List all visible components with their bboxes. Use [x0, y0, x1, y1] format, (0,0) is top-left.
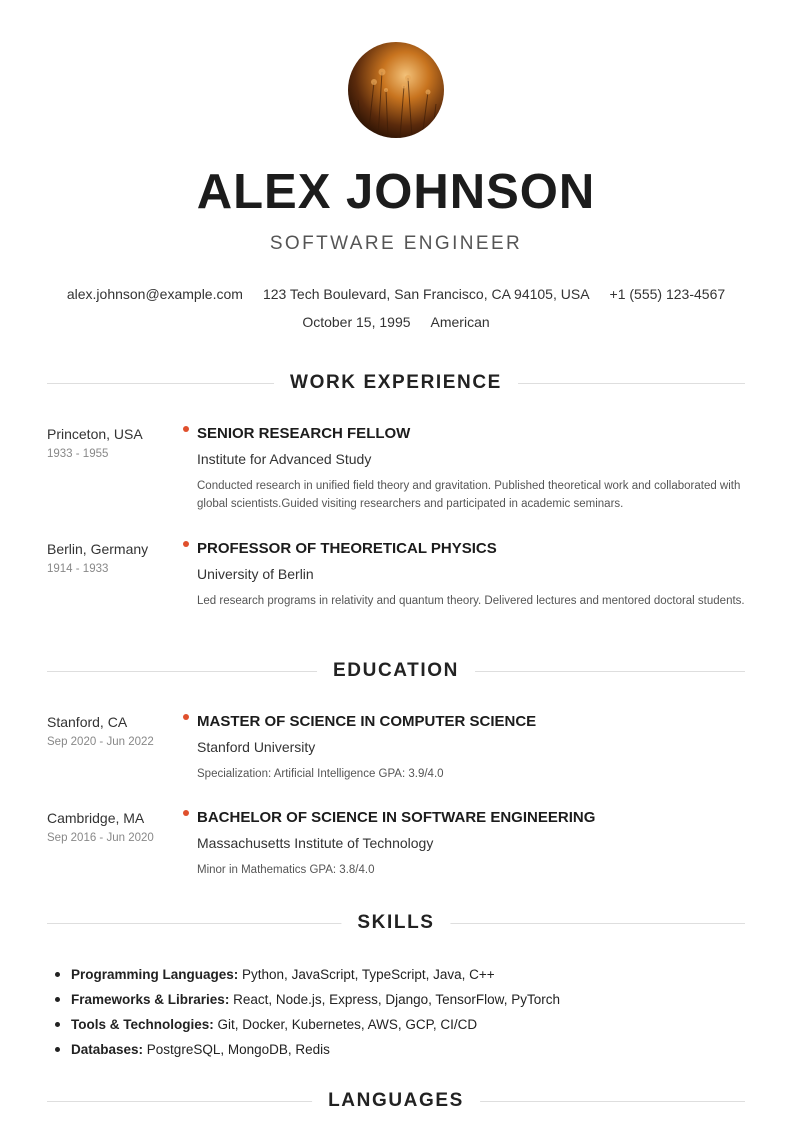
bullet-icon — [55, 997, 60, 1002]
entry-role: SENIOR RESEARCH FELLOW — [197, 425, 411, 442]
skill-value: Python, JavaScript, TypeScript, Java, C++ — [238, 967, 495, 982]
entry-dates: 1933 - 1955 — [47, 448, 109, 460]
skill-label: Databases: — [71, 1042, 144, 1057]
bullet-dot-icon — [183, 714, 189, 720]
skill-value: React, Node.js, Express, Django, TensorFlow, PyTorch — [229, 992, 560, 1007]
entry-note: Minor in Mathematics GPA: 3.8/4.0 — [197, 864, 375, 876]
skill-label: Programming Languages: — [71, 967, 239, 982]
entry-dates: Sep 2016 - Jun 2020 — [47, 832, 154, 844]
contact-row — [0, 285, 792, 303]
entry-school: Massachusetts Institute of Technology — [197, 835, 434, 851]
skill-label: Tools & Technologies: — [71, 1017, 214, 1032]
job-title: SOFTWARE ENGINEER — [269, 233, 523, 254]
section-work-experience — [47, 372, 745, 394]
bullet-dot-icon — [183, 541, 189, 547]
phone: +1 (555) 123-4567 — [609, 286, 726, 302]
bullet-icon — [55, 972, 60, 977]
skill-item — [55, 1012, 745, 1037]
profile-photo — [348, 42, 444, 138]
entry-note: Specialization: Artificial Intelligence GPA: 3.9/4.0 — [197, 768, 444, 780]
candidate-name: ALEX JOHNSON — [196, 165, 596, 219]
entry-description: Led research programs in relativity and quantum theory. Delivered lectures and mentored doctoral students. — [197, 595, 745, 607]
entry-location: Berlin, Germany — [47, 541, 149, 557]
entry-degree: BACHELOR OF SCIENCE IN SOFTWARE ENGINEERING — [197, 809, 596, 826]
nationality: American — [430, 314, 490, 330]
entry-location: Stanford, CA — [47, 714, 128, 730]
section-education — [47, 660, 745, 682]
skill-value: Git, Docker, Kubernetes, AWS, GCP, CI/CD — [213, 1017, 478, 1032]
section-skills — [47, 912, 745, 934]
entry-dates: Sep 2020 - Jun 2022 — [47, 736, 154, 748]
profile-photo-image — [348, 42, 444, 138]
section-title: LANGUAGES — [312, 1090, 480, 1112]
skill-item — [55, 962, 745, 987]
section-title: WORK EXPERIENCE — [274, 372, 518, 394]
skills-list — [55, 962, 745, 1062]
entry-location: Princeton, USA — [47, 426, 143, 442]
entry-role: PROFESSOR OF THEORETICAL PHYSICS — [197, 540, 497, 557]
entry-organization: University of Berlin — [197, 566, 314, 582]
entry-degree: MASTER OF SCIENCE IN COMPUTER SCIENCE — [197, 713, 537, 730]
personal-info-row — [0, 313, 792, 331]
entry-dates: 1914 - 1933 — [47, 563, 109, 575]
entry-description: Conducted research in unified field theory and gravitation. Published theoretical work and collaborated with global scientists.Guided visiting researchers and participated in academic seminars. — [197, 480, 741, 510]
section-title: SKILLS — [341, 912, 450, 934]
section-title: EDUCATION — [317, 660, 475, 682]
skill-value: PostgreSQL, MongoDB, Redis — [143, 1042, 330, 1057]
bullet-icon — [55, 1022, 60, 1027]
entry-organization: Institute for Advanced Study — [197, 451, 372, 467]
entry-location: Cambridge, MA — [47, 810, 145, 826]
entry-school: Stanford University — [197, 739, 316, 755]
skill-label: Frameworks & Libraries: — [71, 992, 230, 1007]
birthdate: October 15, 1995 — [302, 314, 411, 330]
skill-item — [55, 1037, 745, 1062]
bullet-icon — [55, 1047, 60, 1052]
bullet-dot-icon — [183, 810, 189, 816]
email: alex.johnson@example.com — [66, 286, 243, 302]
section-languages — [47, 1090, 745, 1112]
address: 123 Tech Boulevard, San Francisco, CA 94105, USA — [262, 286, 590, 302]
skill-item — [55, 987, 745, 1012]
bullet-dot-icon — [183, 426, 189, 432]
